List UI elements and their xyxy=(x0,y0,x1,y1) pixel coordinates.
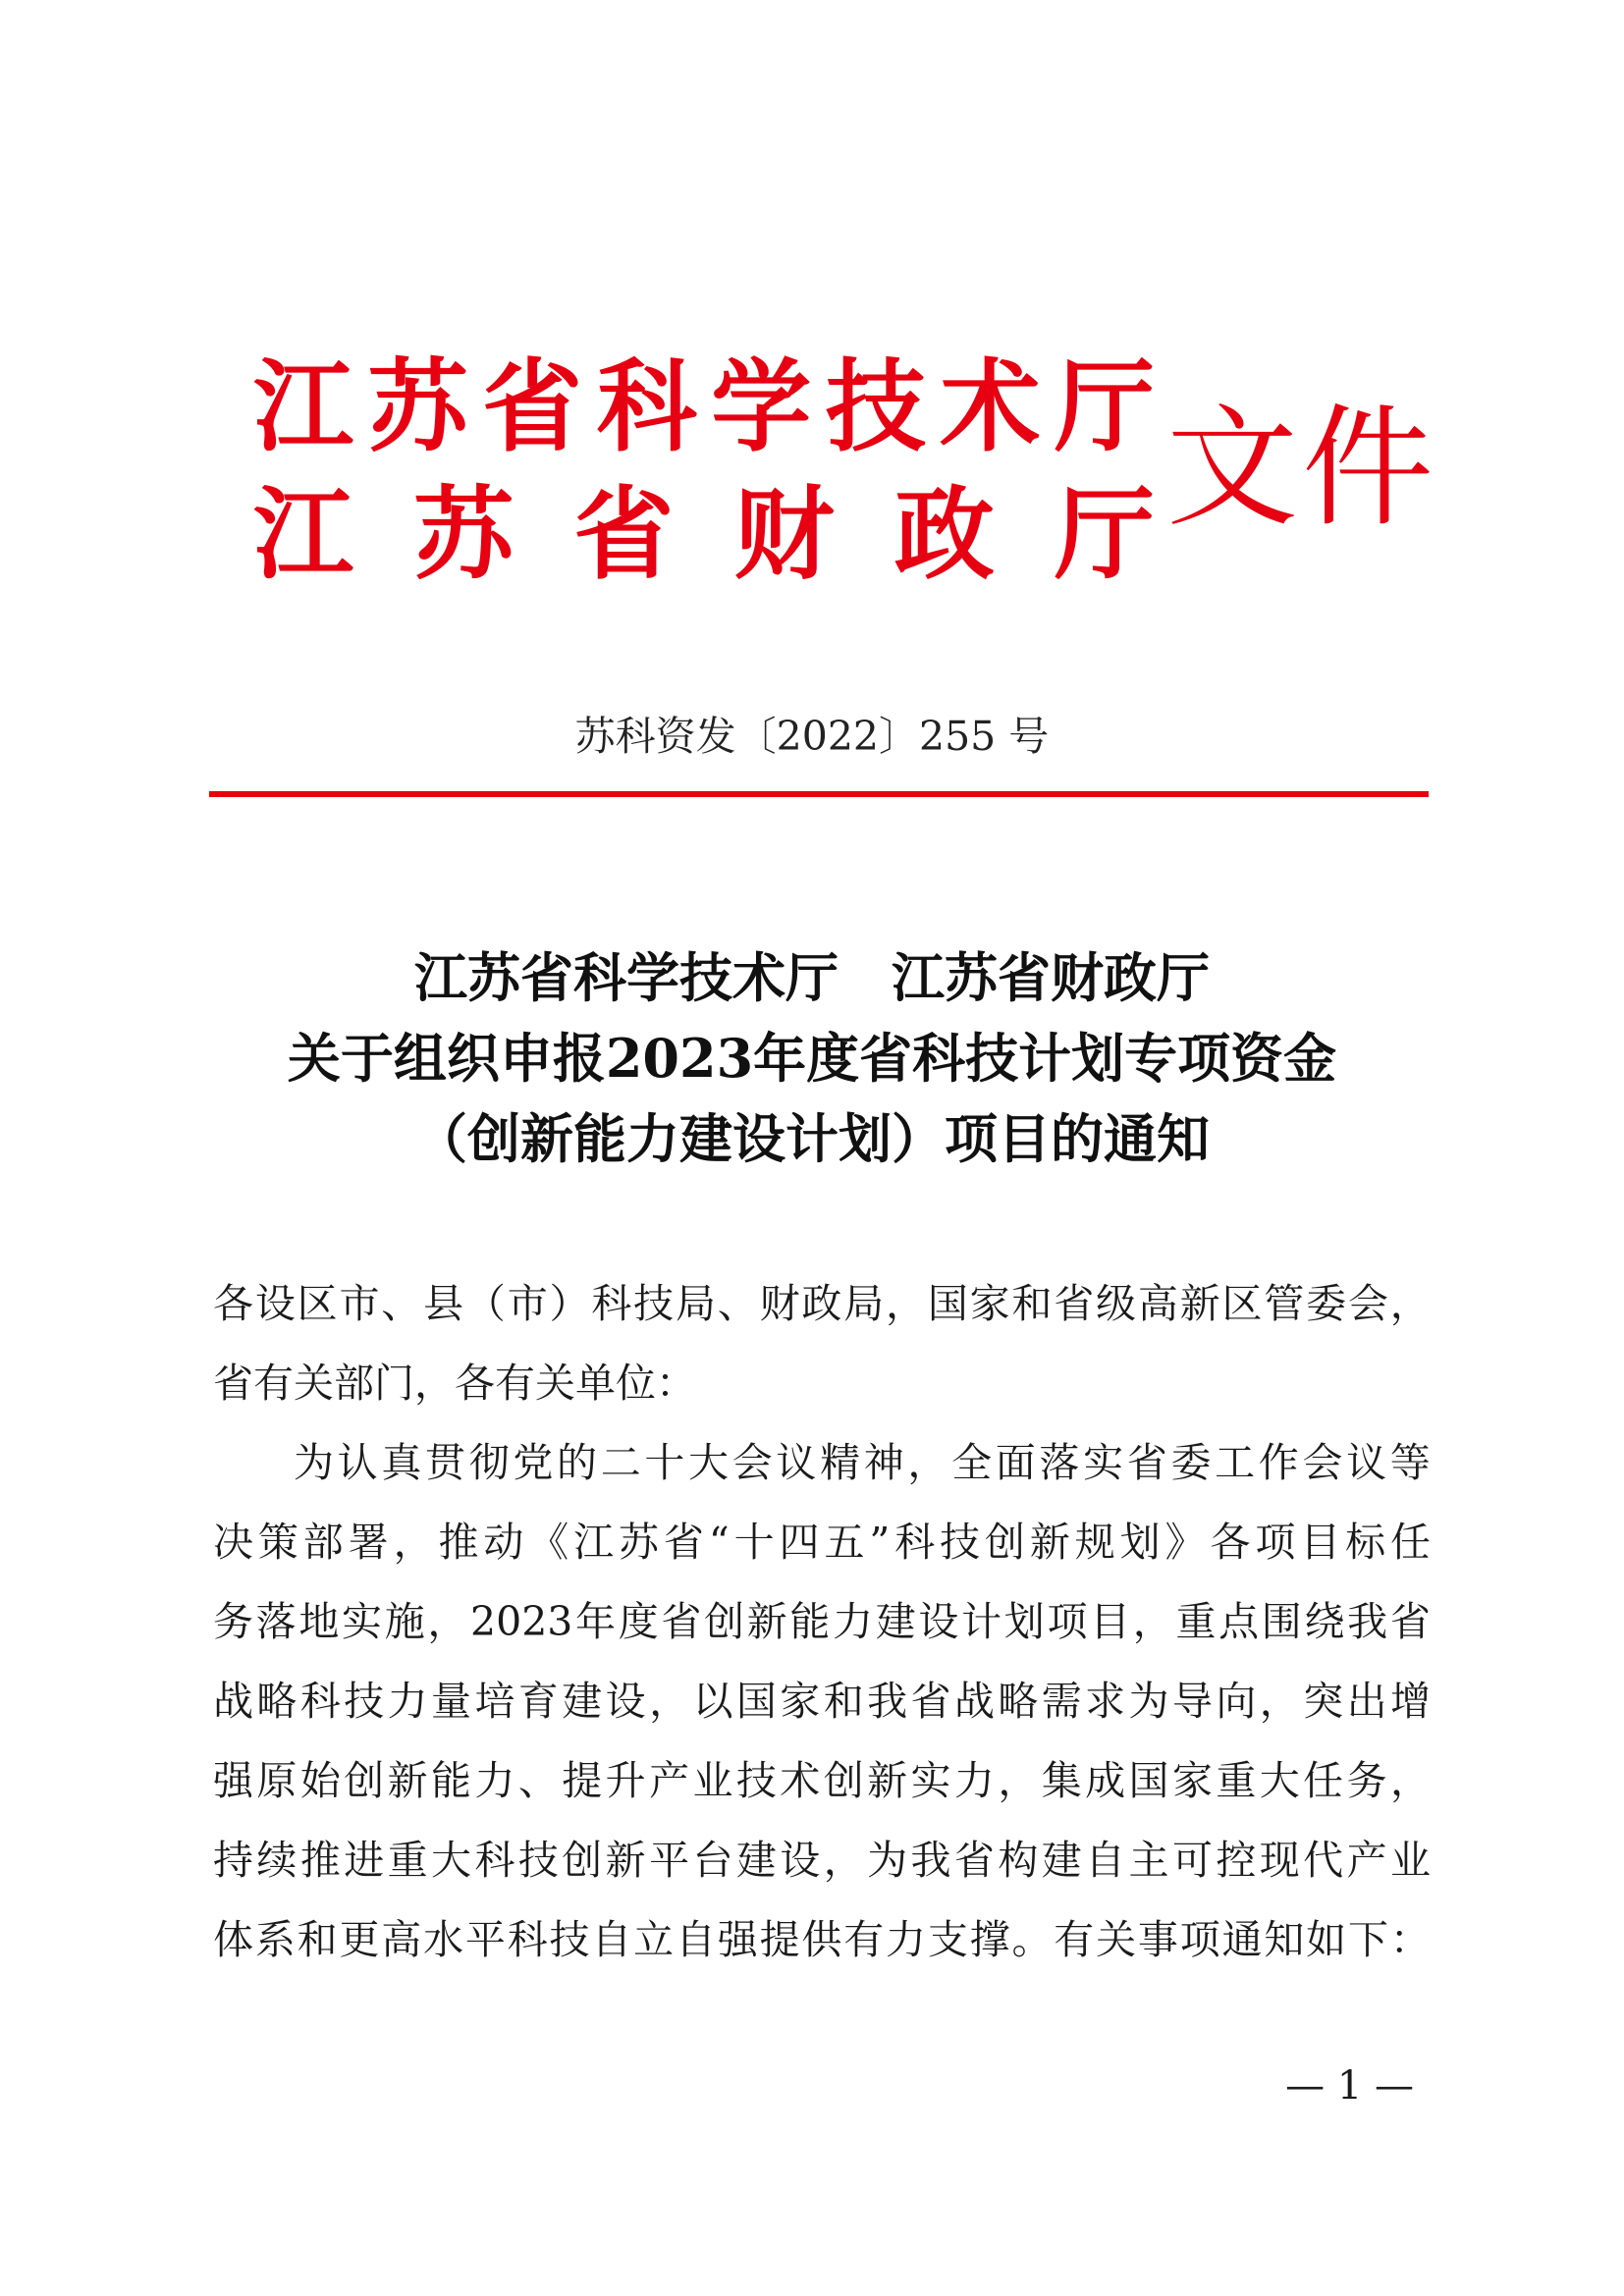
body-glyph: 实 xyxy=(910,1757,951,1804)
body-glyph: 有 xyxy=(495,1360,535,1407)
body-glyph: 水 xyxy=(423,1916,464,1963)
body-glyph: 下 xyxy=(1347,1916,1388,1963)
body-glyph: 需 xyxy=(1041,1678,1082,1725)
body-glyph: 高 xyxy=(1137,1280,1178,1327)
body-glyph: 事 xyxy=(1137,1916,1178,1963)
body-glyph: 控 xyxy=(1216,1837,1257,1884)
masthead-char: 省 xyxy=(482,349,583,466)
body-glyph: 始 xyxy=(299,1757,341,1804)
body-glyph: 家 xyxy=(969,1280,1010,1327)
body-glyph: 区 xyxy=(297,1280,338,1327)
body-glyph: 局 xyxy=(843,1280,885,1327)
body-glyph: 彻 xyxy=(468,1439,510,1486)
body-glyph: 如 xyxy=(1306,1916,1347,1963)
body-glyph: 供 xyxy=(801,1916,842,1963)
body-glyph: 重 xyxy=(1216,1757,1257,1804)
body-glyph: 代 xyxy=(1303,1837,1344,1884)
body-glyph: 《 xyxy=(528,1519,569,1566)
body-glyph: 议 xyxy=(1346,1439,1387,1486)
body-glyph: 五 xyxy=(824,1519,865,1566)
body-glyph: 创 xyxy=(704,1598,745,1645)
body-glyph: 2023 xyxy=(470,1598,573,1645)
body-glyph: 台 xyxy=(692,1837,733,1884)
body-glyph: 力 xyxy=(474,1757,515,1804)
body-glyph: 设 xyxy=(254,1280,296,1327)
body-glyph: 省 xyxy=(1126,1439,1167,1486)
body-glyph: 二 xyxy=(600,1439,641,1486)
body-glyph: 力 xyxy=(833,1598,874,1645)
body-glyph: 技 xyxy=(633,1280,675,1327)
body-line xyxy=(213,1582,1431,1662)
body-glyph: 建 xyxy=(875,1598,916,1645)
body-glyph: 委 xyxy=(1170,1439,1212,1486)
body-glyph: 设 xyxy=(605,1678,646,1725)
body-line xyxy=(213,1264,1431,1344)
body-glyph: 突 xyxy=(1303,1678,1344,1725)
body-glyph: 十 xyxy=(644,1439,685,1486)
body-glyph: 新 xyxy=(746,1598,787,1645)
body-glyph: 增 xyxy=(1389,1678,1431,1725)
body-line xyxy=(213,1503,1431,1582)
masthead xyxy=(253,334,1438,599)
body-glyph: 的 xyxy=(557,1439,598,1486)
notice-title-line-1: 江苏省科学技术厅 江苏省财政厅 xyxy=(414,946,1210,1009)
body-glyph: 我 xyxy=(910,1837,951,1884)
body-glyph: 标 xyxy=(1345,1519,1386,1566)
body-line xyxy=(213,1741,1431,1821)
body-glyph: 市 xyxy=(507,1280,548,1327)
red-divider-line xyxy=(209,791,1429,797)
body-glyph: 国 xyxy=(1128,1757,1169,1804)
body-glyph: 集 xyxy=(1041,1757,1082,1804)
body-glyph: 大 xyxy=(1259,1757,1300,1804)
body-glyph: 项 xyxy=(1047,1598,1088,1645)
body-glyph: 为 xyxy=(1128,1678,1169,1725)
body-glyph: 力 xyxy=(387,1678,428,1725)
masthead-char: 苏 xyxy=(413,477,514,594)
body-glyph: 自 xyxy=(591,1916,632,1963)
body-glyph: 原 xyxy=(256,1757,298,1804)
body-glyph: 有 xyxy=(843,1916,885,1963)
body-glyph: 管 xyxy=(1264,1280,1305,1327)
notice-title-line-3: （创新能力建设计划）项目的通知 xyxy=(414,1107,1210,1170)
masthead-char: 江 xyxy=(253,349,353,466)
body-glyph: 、 xyxy=(517,1757,559,1804)
body-glyph: 强 xyxy=(213,1757,253,1804)
body-glyph: ， xyxy=(393,1519,434,1566)
body-glyph: 技 xyxy=(344,1678,385,1725)
body-glyph: 工 xyxy=(1215,1439,1256,1486)
body-glyph: 和 xyxy=(823,1678,864,1725)
body-glyph: 、 xyxy=(717,1280,758,1327)
masthead-suffix: 文件 xyxy=(1166,392,1438,545)
body-glyph: 务 xyxy=(1346,1757,1387,1804)
body-glyph: 可 xyxy=(1171,1837,1213,1884)
body-glyph: 以 xyxy=(692,1678,733,1725)
body-glyph: 科 xyxy=(474,1837,515,1884)
body-glyph: ， xyxy=(823,1837,864,1884)
body-glyph: 持 xyxy=(213,1837,253,1884)
body-glyph: 强 xyxy=(717,1916,758,1963)
body-glyph: 绕 xyxy=(1304,1598,1345,1645)
body-glyph: 能 xyxy=(431,1757,472,1804)
body-glyph: 各 xyxy=(455,1360,495,1407)
body-glyph: 进 xyxy=(344,1837,385,1884)
body-glyph: 署 xyxy=(348,1519,389,1566)
body-glyph: 我 xyxy=(1347,1598,1388,1645)
body-glyph: 构 xyxy=(998,1837,1039,1884)
body-glyph: ， xyxy=(1132,1598,1173,1645)
body-glyph: ， xyxy=(649,1678,690,1725)
body-glyph: 单 xyxy=(575,1360,616,1407)
body-glyph: 高 xyxy=(381,1916,422,1963)
body-glyph: 家 xyxy=(780,1678,821,1725)
body-line xyxy=(213,1423,1431,1503)
body-glyph: 项 xyxy=(1255,1519,1296,1566)
body-glyph: 作 xyxy=(1258,1439,1299,1486)
body-glyph: 设 xyxy=(780,1837,821,1884)
body-glyph: 系 xyxy=(254,1916,296,1963)
body-glyph: 重 xyxy=(1175,1598,1217,1645)
body-glyph: 国 xyxy=(735,1678,777,1725)
body-glyph: 目 xyxy=(1090,1598,1131,1645)
body-glyph: 落 xyxy=(1039,1439,1080,1486)
body-glyph: 。 xyxy=(1011,1916,1053,1963)
masthead-char: 政 xyxy=(893,477,995,594)
masthead-line-2 xyxy=(253,477,1155,595)
body-glyph: 科 xyxy=(591,1280,632,1327)
body-glyph: 科 xyxy=(894,1519,936,1566)
body-glyph: 出 xyxy=(1346,1678,1387,1725)
body-glyph: 划 xyxy=(1003,1598,1045,1645)
body-glyph: 主 xyxy=(1128,1837,1169,1884)
body-glyph: 新 xyxy=(1179,1280,1220,1327)
body-glyph: 实 xyxy=(342,1598,383,1645)
body-glyph: 有 xyxy=(253,1360,294,1407)
body-glyph: ， xyxy=(998,1757,1039,1804)
body-glyph: 推 xyxy=(299,1837,341,1884)
masthead-char: 技 xyxy=(825,349,926,466)
body-glyph: 新 xyxy=(1029,1519,1070,1566)
body-glyph: 市 xyxy=(339,1280,380,1327)
body-glyph: 创 xyxy=(984,1519,1025,1566)
body-glyph: 育 xyxy=(517,1678,559,1725)
body-glyph: 神 xyxy=(863,1439,904,1486)
body-glyph: 家 xyxy=(1171,1757,1213,1804)
body-glyph: 局 xyxy=(675,1280,716,1327)
body-glyph: 成 xyxy=(1085,1757,1126,1804)
notice-title-line-2: 关于组织申报2023年度省科技计划专项资金 xyxy=(287,1027,1337,1090)
masthead-char: 江 xyxy=(253,477,353,594)
masthead-char: 省 xyxy=(573,477,675,594)
body-glyph: 项 xyxy=(1179,1916,1220,1963)
body-glyph: 议 xyxy=(776,1439,817,1486)
body-glyph: 升 xyxy=(605,1757,646,1804)
body-glyph: 提 xyxy=(562,1757,603,1804)
body-glyph: 设 xyxy=(918,1598,959,1645)
body-glyph: 位 xyxy=(616,1360,656,1407)
body-glyph: 体 xyxy=(213,1916,253,1963)
body-glyph: 为 xyxy=(294,1439,334,1486)
body-glyph: 、 xyxy=(381,1280,422,1327)
body-glyph: 战 xyxy=(953,1678,995,1725)
body-glyph: 实 xyxy=(1083,1439,1124,1486)
masthead-char: 苏 xyxy=(367,349,468,466)
body-glyph: 求 xyxy=(1085,1678,1126,1725)
body-glyph: 续 xyxy=(256,1837,298,1884)
body-glyph: 省 xyxy=(910,1678,951,1725)
body-glyph: ， xyxy=(907,1439,948,1486)
body-glyph: 关 xyxy=(294,1360,334,1407)
body-glyph: 目 xyxy=(1300,1519,1341,1566)
body-glyph: 部 xyxy=(334,1360,374,1407)
body-glyph: 培 xyxy=(474,1678,515,1725)
body-glyph: 门 xyxy=(374,1360,414,1407)
body-glyph: 平 xyxy=(649,1837,690,1884)
body-glyph: 围 xyxy=(1261,1598,1302,1645)
body-text xyxy=(213,1264,1431,1980)
masthead-char: 厅 xyxy=(1054,477,1155,594)
document-number: 苏科资发〔2022〕255 号 xyxy=(574,713,1050,760)
body-glyph: 现 xyxy=(1259,1837,1300,1884)
body-glyph: 量 xyxy=(431,1678,472,1725)
body-glyph: ： xyxy=(1389,1916,1431,1963)
body-glyph: 全 xyxy=(951,1439,993,1486)
body-glyph: 新 xyxy=(867,1757,908,1804)
body-glyph: 省 xyxy=(661,1598,702,1645)
body-glyph: 建 xyxy=(562,1678,603,1725)
body-glyph: 导 xyxy=(1171,1678,1213,1725)
body-glyph: 党 xyxy=(513,1439,554,1486)
body-glyph: 略 xyxy=(998,1678,1039,1725)
body-glyph: 建 xyxy=(735,1837,777,1884)
body-glyph: 级 xyxy=(1096,1280,1137,1327)
body-line xyxy=(213,1344,1431,1423)
body-glyph: 江 xyxy=(573,1519,615,1566)
body-glyph: 新 xyxy=(387,1757,428,1804)
body-glyph: 策 xyxy=(257,1519,298,1566)
body-glyph: 业 xyxy=(692,1757,733,1804)
body-glyph: ， xyxy=(1389,1280,1431,1327)
body-glyph: 更 xyxy=(339,1916,380,1963)
body-glyph: 建 xyxy=(1041,1837,1082,1884)
body-glyph: 支 xyxy=(927,1916,968,1963)
body-glyph: 和 xyxy=(1011,1280,1053,1327)
body-glyph: （ xyxy=(464,1280,506,1327)
body-glyph: 产 xyxy=(1346,1837,1387,1884)
body-glyph: 通 xyxy=(1221,1916,1263,1963)
masthead-line-1 xyxy=(253,349,1155,467)
body-glyph: 十 xyxy=(733,1519,775,1566)
body-glyph: 力 xyxy=(953,1757,995,1804)
body-glyph: 能 xyxy=(789,1598,831,1645)
body-glyph: 知 xyxy=(1264,1916,1305,1963)
body-glyph: ， xyxy=(1389,1757,1431,1804)
body-glyph: 省 xyxy=(1389,1598,1431,1645)
body-glyph: 部 xyxy=(302,1519,344,1566)
body-glyph: 施 xyxy=(384,1598,425,1645)
body-glyph: 撑 xyxy=(969,1916,1010,1963)
body-glyph: 任 xyxy=(1389,1519,1431,1566)
masthead-char: 财 xyxy=(733,477,835,594)
body-glyph: 和 xyxy=(297,1916,338,1963)
body-line xyxy=(213,1821,1431,1900)
body-glyph: 委 xyxy=(1306,1280,1347,1327)
body-glyph: 划 xyxy=(1119,1519,1161,1566)
body-glyph: 科 xyxy=(507,1916,548,1963)
body-glyph: 创 xyxy=(823,1757,864,1804)
body-glyph: 县 xyxy=(423,1280,464,1327)
body-glyph: ， xyxy=(886,1280,926,1327)
body-glyph: ” xyxy=(869,1519,891,1566)
body-glyph: 会 xyxy=(731,1439,773,1486)
body-glyph: 关 xyxy=(1096,1916,1137,1963)
body-glyph: 自 xyxy=(1085,1837,1126,1884)
page-number: — 1 — xyxy=(1285,2063,1414,2109)
body-glyph: 创 xyxy=(344,1757,385,1804)
body-glyph: 省 xyxy=(953,1837,995,1884)
body-glyph: 自 xyxy=(675,1916,716,1963)
body-glyph: 新 xyxy=(605,1837,646,1884)
notice-title xyxy=(0,937,1624,1179)
body-glyph: 力 xyxy=(886,1916,926,1963)
body-glyph: 有 xyxy=(1054,1916,1095,1963)
body-glyph: 省 xyxy=(1054,1280,1095,1327)
masthead-char: 科 xyxy=(596,349,697,466)
body-line xyxy=(213,1900,1431,1980)
body-glyph: 技 xyxy=(735,1757,777,1804)
body-glyph: 省 xyxy=(213,1360,253,1407)
body-glyph: 战 xyxy=(213,1678,253,1725)
body-glyph: 计 xyxy=(961,1598,1002,1645)
body-glyph: 重 xyxy=(387,1837,428,1884)
body-glyph: 术 xyxy=(780,1757,821,1804)
body-glyph: 苏 xyxy=(619,1519,660,1566)
body-glyph: 产 xyxy=(649,1757,690,1804)
body-glyph: 》 xyxy=(1164,1519,1206,1566)
body-glyph: 省 xyxy=(663,1519,704,1566)
body-glyph: 面 xyxy=(995,1439,1036,1486)
body-glyph: 会 xyxy=(1347,1280,1388,1327)
body-glyph: 规 xyxy=(1074,1519,1115,1566)
body-glyph: 精 xyxy=(820,1439,861,1486)
body-glyph: ， xyxy=(1259,1678,1300,1725)
body-glyph: 地 xyxy=(298,1598,340,1645)
body-glyph: 大 xyxy=(431,1837,472,1884)
body-glyph: 动 xyxy=(483,1519,524,1566)
body-glyph: 科 xyxy=(299,1678,341,1725)
body-glyph: ： xyxy=(656,1360,696,1407)
body-glyph: 技 xyxy=(549,1916,590,1963)
masthead-char: 厅 xyxy=(1054,349,1155,466)
body-glyph: 技 xyxy=(940,1519,981,1566)
masthead-char: 学 xyxy=(711,349,812,466)
body-glyph: 国 xyxy=(927,1280,968,1327)
body-glyph: 略 xyxy=(256,1678,298,1725)
body-glyph: 区 xyxy=(1221,1280,1263,1327)
body-glyph: 业 xyxy=(1389,1837,1431,1884)
body-glyph: ， xyxy=(427,1598,468,1645)
body-glyph: 会 xyxy=(1302,1439,1343,1486)
body-glyph: 技 xyxy=(517,1837,559,1884)
body-glyph: 各 xyxy=(1210,1519,1251,1566)
body-glyph: 创 xyxy=(562,1837,603,1884)
body-glyph: “ xyxy=(708,1519,730,1566)
body-glyph: 我 xyxy=(867,1678,908,1725)
body-glyph: 各 xyxy=(213,1280,253,1327)
body-glyph: 政 xyxy=(801,1280,842,1327)
body-glyph: 任 xyxy=(1303,1757,1344,1804)
body-glyph: 度 xyxy=(618,1598,659,1645)
body-glyph: 落 xyxy=(255,1598,297,1645)
body-glyph: 真 xyxy=(381,1439,422,1486)
masthead-char: 术 xyxy=(940,349,1041,466)
body-glyph: 向 xyxy=(1216,1678,1257,1725)
body-glyph: 四 xyxy=(779,1519,820,1566)
body-glyph: 关 xyxy=(535,1360,575,1407)
body-glyph: 提 xyxy=(759,1916,800,1963)
body-glyph: 立 xyxy=(633,1916,675,1963)
body-glyph: 务 xyxy=(213,1598,253,1645)
body-glyph: 等 xyxy=(1389,1439,1431,1486)
body-glyph: ， xyxy=(414,1360,455,1407)
body-glyph: 贯 xyxy=(425,1439,466,1486)
body-glyph: 大 xyxy=(688,1439,730,1486)
body-glyph: 推 xyxy=(438,1519,479,1566)
body-glyph: 平 xyxy=(464,1916,506,1963)
body-glyph: 财 xyxy=(759,1280,800,1327)
body-glyph: ） xyxy=(549,1280,590,1327)
body-glyph: 认 xyxy=(337,1439,378,1486)
body-glyph: 为 xyxy=(867,1837,908,1884)
body-glyph: 点 xyxy=(1218,1598,1260,1645)
body-line xyxy=(213,1662,1431,1741)
body-glyph: 年 xyxy=(575,1598,617,1645)
body-glyph: 决 xyxy=(213,1519,253,1566)
